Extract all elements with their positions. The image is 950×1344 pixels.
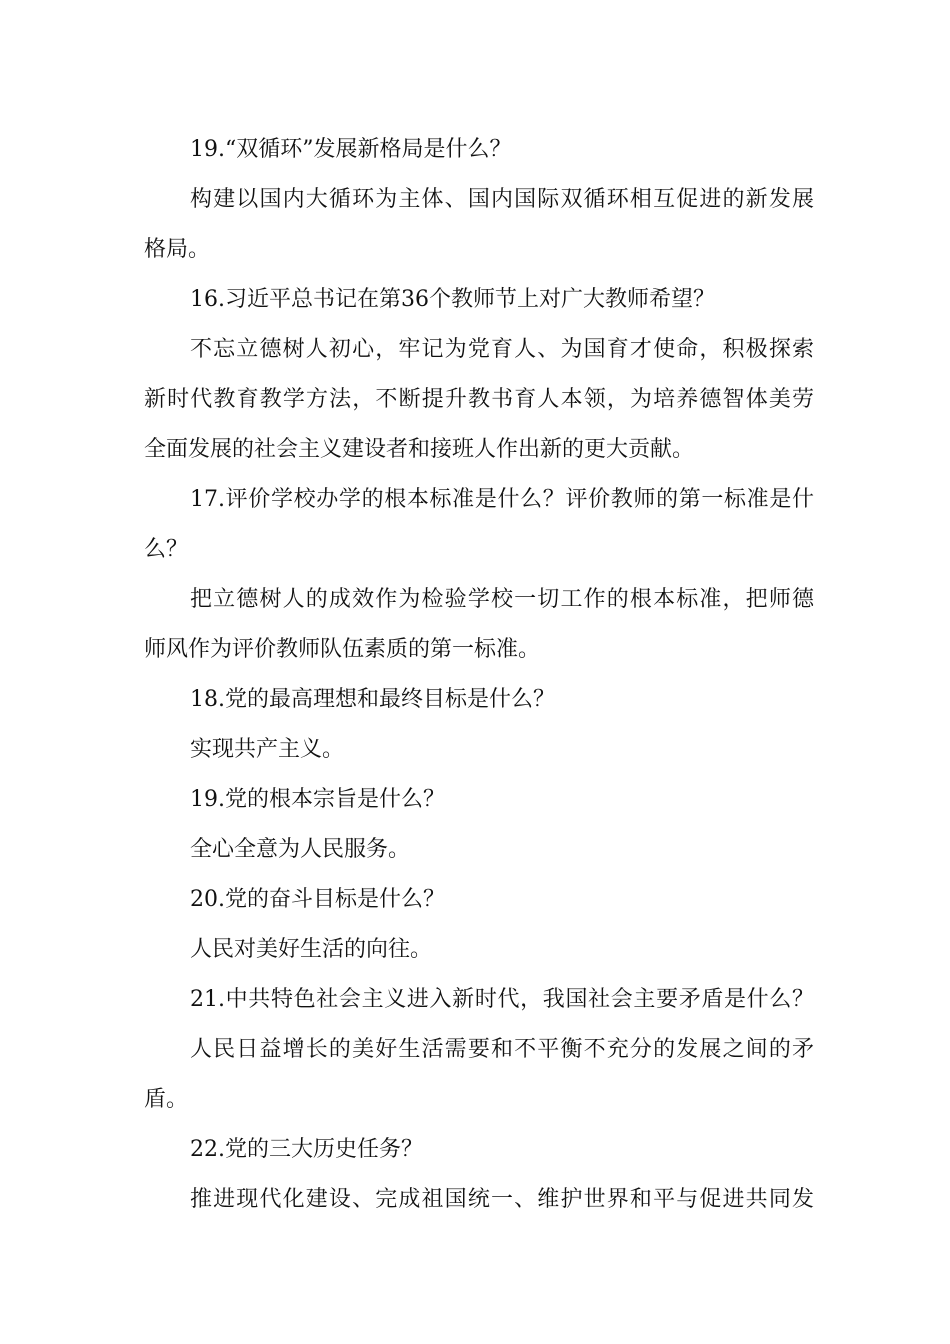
question-22: 22.党的三大历史任务？: [190, 1137, 423, 1162]
question-20: 20.党的奋斗目标是什么？: [190, 887, 445, 912]
answer-line: 人民对美好生活的向往。: [190, 937, 433, 962]
answer-line: 格局。: [144, 237, 211, 262]
answer-line: 人民日益增长的美好生活需要和不平衡不充分的发展之间的矛: [190, 1037, 814, 1062]
answer-line: 不忘立德树人初心，牢记为党育人、为国育才使命，积极探索: [190, 337, 814, 362]
answer-line: 构建以国内大循环为主体、国内国际双循环相互促进的新发展: [190, 187, 814, 212]
question-line: 么？: [144, 537, 189, 562]
answer-line: 新时代教育教学方法，不断提升教书育人本领，为培养德智体美劳: [144, 387, 814, 412]
answer-line: 实现共产主义。: [190, 737, 345, 762]
answer-line: 盾。: [144, 1087, 189, 1112]
question-17: 17.评价学校办学的根本标准是什么？评价教师的第一标准是什: [190, 487, 814, 512]
question-18: 18.党的最高理想和最终目标是什么？: [190, 687, 555, 712]
question-19-dual-circulation: 19.“双循环”发展新格局是什么？: [190, 137, 512, 162]
answer-line: 推进现代化建设、完成祖国统一、维护世界和平与促进共同发: [190, 1187, 814, 1212]
answer-line: 全心全意为人民服务。: [190, 837, 411, 862]
answer-line: 把立德树人的成效作为检验学校一切工作的根本标准，把师德: [190, 587, 814, 612]
question-19: 19.党的根本宗旨是什么？: [190, 787, 445, 812]
answer-line: 师风作为评价教师队伍素质的第一标准。: [144, 637, 541, 662]
question-16: 16.习近平总书记在第36个教师节上对广大教师希望？: [190, 287, 715, 312]
question-21: 21.中共特色社会主义进入新时代，我国社会主要矛盾是什么？: [190, 987, 814, 1012]
answer-line: 全面发展的社会主义建设者和接班人作出新的更大贡献。: [144, 437, 695, 462]
